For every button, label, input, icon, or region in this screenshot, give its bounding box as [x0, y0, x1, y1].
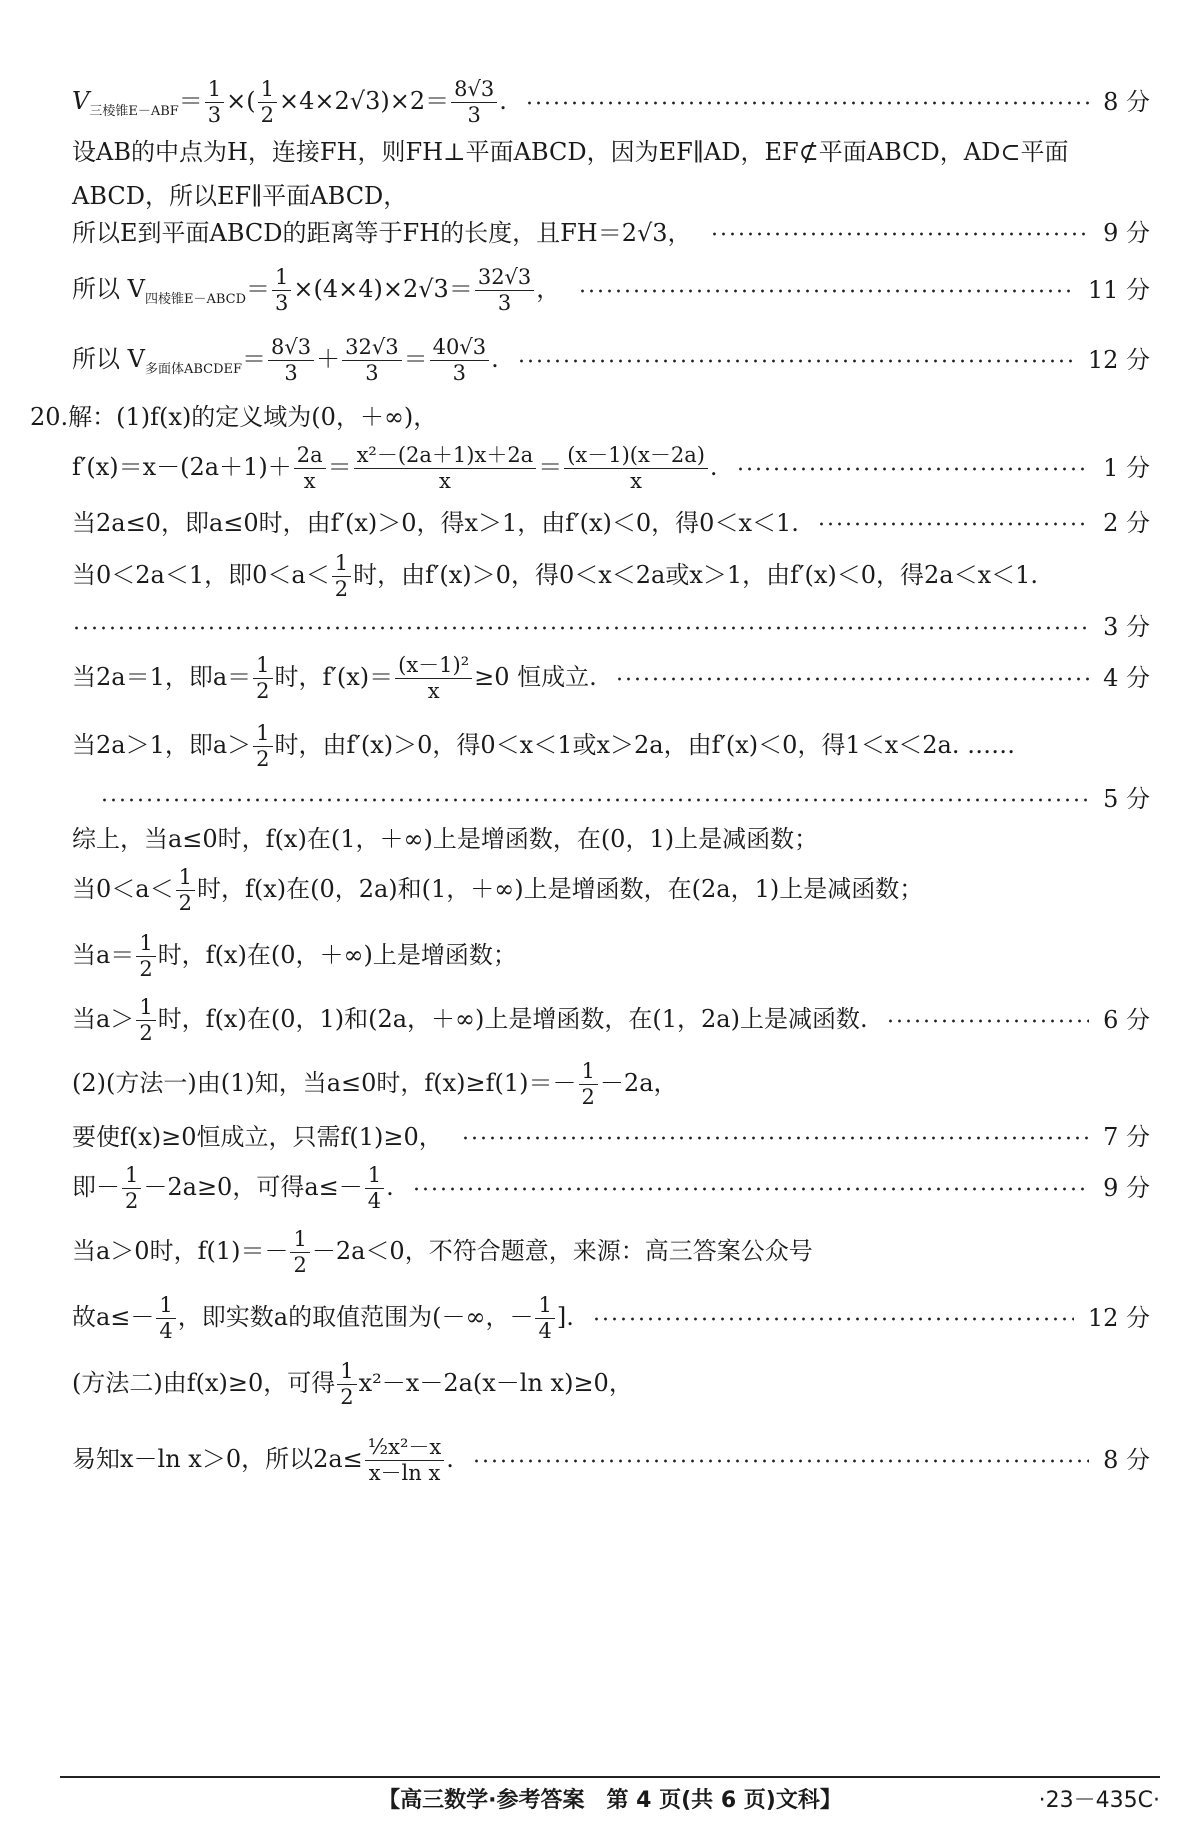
- text-segment: ].: [556, 1303, 574, 1332]
- text-segment: [72, 1060, 678, 1109]
- text-segment: 时，由f′(x)＞0，得0＜x＜1或x＞2a，由f′(x)＜0，得1＜x＜2a. ……: [274, 731, 1016, 760]
- method-two-line-2: [72, 1436, 1150, 1485]
- formula-line-volume-pyramid-abcd: [72, 266, 1150, 315]
- text-line-distance-e: [72, 220, 1150, 248]
- score-mark: 12 分: [1087, 345, 1150, 374]
- text-segment: [72, 552, 1038, 601]
- text-segment: ＝: [246, 275, 271, 304]
- text-segment: 即－: [72, 1173, 120, 1202]
- method-two-line-1: [72, 1360, 1150, 1409]
- numerator: 1: [176, 866, 195, 891]
- fraction: [272, 266, 291, 315]
- dot-leader: [817, 521, 1089, 527]
- denominator: 3: [275, 291, 289, 316]
- fraction: [136, 996, 155, 1045]
- score-mark: 8 分: [1103, 1445, 1150, 1474]
- score-mark: 6 分: [1103, 1005, 1150, 1034]
- dot-leader: [736, 466, 1090, 472]
- numerator: 1: [290, 1228, 309, 1253]
- text-segment: －2a≥0，可得a≤－: [143, 1173, 363, 1202]
- text-segment: .: [386, 1173, 394, 1202]
- text-segment: ＋: [316, 345, 341, 374]
- numerator: 1: [136, 996, 155, 1021]
- text-segment: 当a＝: [72, 941, 135, 970]
- text-segment: [72, 654, 597, 703]
- text-segment: .: [499, 87, 507, 116]
- text-segment: －2a，: [599, 1069, 678, 1098]
- score-mark: 8 分: [1103, 87, 1150, 116]
- dot-leader: [72, 625, 1089, 631]
- numerator: 1: [136, 932, 155, 957]
- fraction: [564, 444, 708, 493]
- text-segment: 解：(1)f(x)的定义域为(0，＋∞)，: [68, 403, 438, 431]
- case-line-a-greater-half: [72, 722, 1150, 771]
- text-segment: V: [72, 87, 90, 116]
- numerator: 1: [258, 78, 277, 103]
- fraction: [258, 78, 277, 127]
- score-line-5: [100, 786, 1150, 814]
- text-segment: .: [491, 345, 499, 374]
- text-segment: .: [446, 1445, 454, 1474]
- score-mark: 9 分: [1103, 1173, 1150, 1202]
- fraction: [136, 932, 155, 981]
- method-one-conclusion: [72, 1294, 1150, 1343]
- text-segment: [72, 1294, 574, 1343]
- denominator: x: [438, 469, 451, 494]
- text-segment: ，即实数a的取值范围为(－∞，－: [177, 1303, 534, 1332]
- score-mark: 2 分: [1103, 509, 1150, 537]
- text-segment: －2a＜0，不符合题意，来源：高三答案公众号: [311, 1237, 813, 1266]
- text-segment: ＝: [538, 453, 563, 482]
- dot-leader: [100, 797, 1089, 803]
- denominator: 4: [538, 1319, 552, 1344]
- dot-leader: [517, 358, 1074, 364]
- text-segment: 综上，当a≤0时，f(x)在(1，＋∞)上是增函数，在(0，1)上是减函数；: [72, 825, 819, 853]
- text-segment: .: [709, 453, 718, 482]
- dot-leader: [578, 288, 1074, 294]
- score-mark: 11 分: [1087, 275, 1150, 304]
- summary-line-1: [72, 826, 1150, 854]
- numerator: 1: [535, 1294, 554, 1319]
- fraction: [354, 444, 537, 493]
- method-one-line-3: [72, 1164, 1150, 1213]
- formula-line-volume-polyhedron: [72, 336, 1150, 385]
- text-segment: [72, 996, 868, 1045]
- denominator: 3: [207, 103, 222, 128]
- denominator: 3: [497, 291, 512, 316]
- text-segment: (2)(方法一)由(1)知，当a≤0时，f(x)≥f(1)＝－: [72, 1069, 577, 1098]
- text-segment: x²－x－2a(x－ln x)≥0，: [358, 1369, 633, 1398]
- text-segment: 四棱锥E－ABCD: [144, 292, 247, 308]
- text-segment: ＝: [403, 345, 428, 374]
- footer-code: ·23－435C·: [1038, 1787, 1160, 1813]
- text-segment: (方法二)由f(x)≥0，可得: [72, 1369, 336, 1398]
- denominator: 2: [260, 103, 275, 128]
- denominator: 3: [284, 361, 298, 386]
- numerator: (x－1)(x－2a): [564, 444, 708, 469]
- denominator: 2: [581, 1085, 595, 1110]
- fraction: [475, 266, 534, 315]
- text-segment: ×(: [226, 87, 256, 116]
- text-segment: 当2a≤0，即a≤0时，由f′(x)＞0，得x＞1，由f′(x)＜0，得0＜x＜1.: [72, 509, 799, 537]
- score-mark: 7 分: [1103, 1123, 1150, 1151]
- text-segment: 当0＜2a＜1，即0＜a＜: [72, 561, 330, 590]
- score-mark: 9 分: [1103, 219, 1150, 247]
- case-line-a-half: [72, 654, 1150, 703]
- fraction: [122, 1164, 141, 1213]
- numerator: 2a: [294, 444, 326, 469]
- text-segment: [72, 1360, 633, 1409]
- text-segment: [72, 722, 1015, 771]
- denominator: 2: [256, 747, 270, 772]
- summary-line-2: [72, 866, 1150, 915]
- denominator: x－ln x: [368, 1461, 441, 1486]
- numerator: 1: [337, 1360, 356, 1385]
- text-segment: [72, 444, 718, 493]
- denominator: 4: [367, 1189, 382, 1214]
- footer-title: 【高三数学·参考答案 第 4 页(共 6 页)文科】: [378, 1787, 842, 1813]
- numerator: 1: [332, 552, 351, 577]
- denominator: x: [427, 679, 440, 704]
- dot-leader: [710, 231, 1090, 237]
- dot-leader: [525, 100, 1089, 106]
- fraction: [268, 336, 314, 385]
- text-line-midpoint-h: 设AB的中点为H，连接FH，则FH⊥平面ABCD，因为EF∥AD，EF⊄平面ABCD，AD⊂平面ABCD，所以EF∥平面ABCD，: [72, 138, 1069, 210]
- numerator: 8√3: [268, 336, 314, 361]
- formula-line-volume-pyramid-abf: [72, 78, 1150, 127]
- dot-leader: [412, 1186, 1089, 1192]
- text-segment: 当2a＝1，即a＝: [72, 663, 252, 692]
- fraction: [253, 654, 272, 703]
- score-line-3: [72, 614, 1150, 642]
- dot-leader: [461, 1135, 1089, 1141]
- text-segment: [30, 404, 437, 432]
- text-segment: 三棱锥E－ABF: [89, 104, 179, 120]
- question-20-heading: [30, 404, 1150, 432]
- text-segment: 时，f′(x)＝: [274, 663, 394, 692]
- text-segment: [72, 266, 560, 315]
- text-segment: ，: [536, 275, 561, 304]
- text-segment: ×(4×4)×2√3＝: [293, 275, 473, 304]
- dot-leader: [886, 1018, 1089, 1024]
- text-segment: 要使f(x)≥0恒成立，只需f(1)≥0，: [72, 1123, 443, 1151]
- text-segment: f′(x)＝x－(2a＋1)＋: [72, 453, 292, 482]
- text-segment: 所以 V: [72, 275, 145, 304]
- fraction: [176, 866, 195, 915]
- text-segment: 当a＞0时，f(1)＝－: [72, 1237, 289, 1266]
- fraction: [579, 1060, 598, 1109]
- denominator: 2: [139, 957, 153, 982]
- case-line-a-between: [72, 552, 1150, 601]
- numerator: 1: [272, 266, 291, 291]
- method-one-line-2: [72, 1124, 1150, 1152]
- text-segment: ＝: [178, 87, 203, 116]
- fraction: [205, 78, 224, 127]
- denominator: 3: [452, 361, 467, 386]
- fraction: [535, 1294, 554, 1343]
- score-mark: 4 分: [1103, 663, 1150, 692]
- fraction: [365, 1436, 444, 1485]
- numerator: 1: [156, 1294, 175, 1319]
- text-segment: 时，由f′(x)＞0，得0＜x＜2a或x＞1，由f′(x)＜0，得2a＜x＜1.: [353, 561, 1039, 590]
- text-segment: [72, 1436, 454, 1485]
- denominator: 2: [139, 1021, 153, 1046]
- text-segment: [72, 78, 507, 127]
- fraction: [395, 654, 472, 703]
- score-mark: 3 分: [1103, 613, 1150, 641]
- fraction: [365, 1164, 384, 1213]
- denominator: 2: [256, 679, 270, 704]
- text-segment: ×4×2√3)×2＝: [279, 87, 450, 116]
- dot-leader: [592, 1316, 1074, 1322]
- denominator: 2: [334, 577, 349, 602]
- numerator: 1: [579, 1060, 598, 1085]
- numerator: 32√3: [475, 266, 534, 291]
- fraction: [430, 336, 489, 385]
- fraction: [156, 1294, 175, 1343]
- denominator: x: [303, 469, 316, 494]
- text-segment: 当a＞: [72, 1005, 135, 1034]
- text-segment: 故a≤－: [72, 1303, 155, 1332]
- fraction: [294, 444, 326, 493]
- denominator: 2: [293, 1253, 307, 1278]
- question-number: 20.: [30, 403, 69, 431]
- denominator: 3: [365, 361, 379, 386]
- score-mark: 12 分: [1087, 1303, 1150, 1332]
- text-segment: [72, 1164, 394, 1213]
- denominator: x: [630, 469, 642, 494]
- numerator: 1: [205, 78, 224, 103]
- numerator: 1: [253, 654, 272, 679]
- text-segment: 多面体ABCDEF: [144, 362, 243, 378]
- numerator: 40√3: [430, 336, 489, 361]
- fraction: [337, 1360, 356, 1409]
- text-segment: ＝: [242, 345, 267, 374]
- text-segment: 所以 V: [72, 345, 145, 374]
- denominator: 3: [467, 103, 481, 128]
- method-one-line-1: [72, 1060, 1150, 1109]
- method-one-line-4: [72, 1228, 1150, 1277]
- score-mark: 1 分: [1103, 453, 1150, 482]
- denominator: 2: [125, 1189, 139, 1214]
- numerator: 1: [253, 722, 272, 747]
- text-segment: 时，f(x)在(0，＋∞)上是增函数；: [157, 941, 517, 970]
- numerator: 32√3: [342, 336, 401, 361]
- dot-leader: [615, 676, 1089, 682]
- text-segment: 所以E到平面ABCD的距离等于FH的长度，且FH＝2√3，: [72, 219, 692, 247]
- score-mark: 5 分: [1103, 785, 1150, 813]
- denominator: 2: [340, 1385, 354, 1410]
- numerator: x²－(2a＋1)x＋2a: [354, 444, 537, 469]
- text-segment: [72, 932, 517, 981]
- text-segment: 当2a＞1，即a＞: [72, 731, 252, 760]
- text-segment: 当0＜a＜: [72, 875, 174, 904]
- formula-line-derivative: [72, 444, 1150, 493]
- numerator: 1: [122, 1164, 141, 1189]
- denominator: 2: [178, 891, 192, 916]
- text-segment: [72, 336, 499, 385]
- text-segment: 时，f(x)在(0，1)和(2a，＋∞)上是增函数，在(1，2a)上是减函数.: [157, 1005, 868, 1034]
- fraction: [253, 722, 272, 771]
- text-segment: [72, 866, 923, 915]
- summary-line-4: [72, 996, 1150, 1045]
- text-segment: ＝: [327, 453, 352, 482]
- text-segment: ≥0 恒成立.: [474, 663, 597, 692]
- fraction: [342, 336, 401, 385]
- numerator: 1: [365, 1164, 384, 1189]
- fraction: [451, 78, 497, 127]
- fraction: [332, 552, 351, 601]
- numerator: ½x²－x: [365, 1436, 444, 1461]
- denominator: 4: [159, 1319, 173, 1344]
- numerator: (x－1)²: [395, 654, 472, 679]
- summary-line-3: [72, 932, 1150, 981]
- page-footer: [60, 1776, 1160, 1818]
- dot-leader: [472, 1458, 1089, 1464]
- text-segment: 易知x－ln x＞0，所以2a≤: [72, 1445, 363, 1474]
- numerator: 8√3: [451, 78, 497, 103]
- fraction: [290, 1228, 309, 1277]
- text-segment: 时，f(x)在(0，2a)和(1，＋∞)上是增函数，在(2a，1)上是减函数；: [196, 875, 924, 904]
- case-line-a-nonpositive: [72, 510, 1150, 538]
- text-segment: [72, 1228, 813, 1277]
